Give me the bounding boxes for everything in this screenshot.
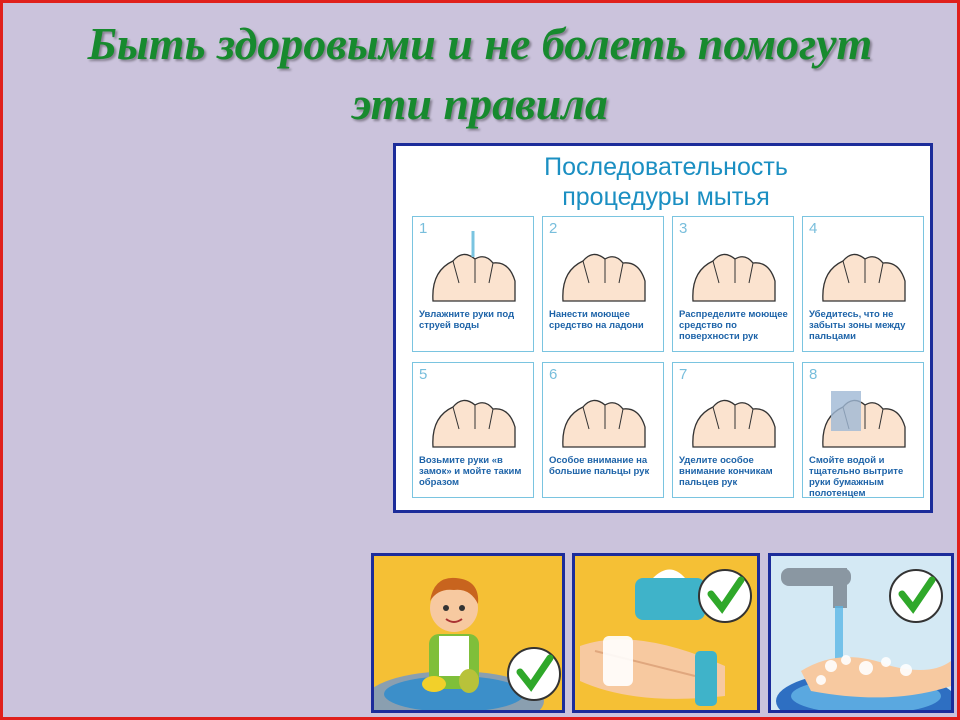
procedure-step-6 [542,362,664,498]
hands-step-8-icon [813,377,915,453]
boy-washing-fruit-icon [374,556,565,713]
wet-wipes-hands-icon [575,556,760,713]
title-line-2: эти правила [352,78,608,129]
hands-step-5-icon [423,377,525,453]
photo-wet-wipes [572,553,760,713]
step-number: 4 [809,220,818,237]
step-caption: Уделите особое внимание кончикам пальцев рук [679,455,773,488]
procedure-step-3 [672,216,794,352]
hand-washing-tap-icon [771,556,954,713]
photo-boy-washing-fruit [371,553,565,713]
title-line-1: Быть здоровыми и не болеть помогут [87,18,873,69]
step-number: 2 [549,220,558,237]
procedure-step-2 [542,216,664,352]
step-number: 5 [419,366,428,383]
step-number: 6 [549,366,558,383]
step-caption: Увлажните руки под струей воды [419,309,515,331]
hands-step-6-icon [553,377,655,453]
step-number: 3 [679,220,688,237]
hands-step-2-icon [553,231,655,307]
step-number: 8 [809,366,818,383]
step-caption: Распределите моющее средство по поверхности рук [679,309,788,342]
step-caption: Особое внимание на большие пальцы рук [549,455,650,477]
photo-hand-washing [768,553,954,713]
procedure-panel [393,143,933,513]
procedure-step-1 [412,216,534,352]
step-caption: Убедитесь, что не забыты зоны между пальцами [809,309,906,342]
page-title [0,14,960,134]
procedure-step-4 [802,216,924,352]
procedure-step-8 [802,362,924,498]
procedure-step-7 [672,362,794,498]
step-caption: Смойте водой и тщательно вытрите руки бумажным полотенцем [809,455,904,499]
hands-step-1-icon [423,231,525,307]
step-caption: Нанести моющее средство на ладони [549,309,644,331]
procedure-step-5 [412,362,534,498]
procedure-title: Последовательность процедуры мытья [544,153,788,211]
step-number: 7 [679,366,688,383]
step-caption: Возьмите руки «в замок» и мойте таким образом [419,455,522,488]
step-number: 1 [419,220,428,237]
hands-step-3-icon [683,231,785,307]
hands-step-4-icon [813,231,915,307]
hands-step-7-icon [683,377,785,453]
